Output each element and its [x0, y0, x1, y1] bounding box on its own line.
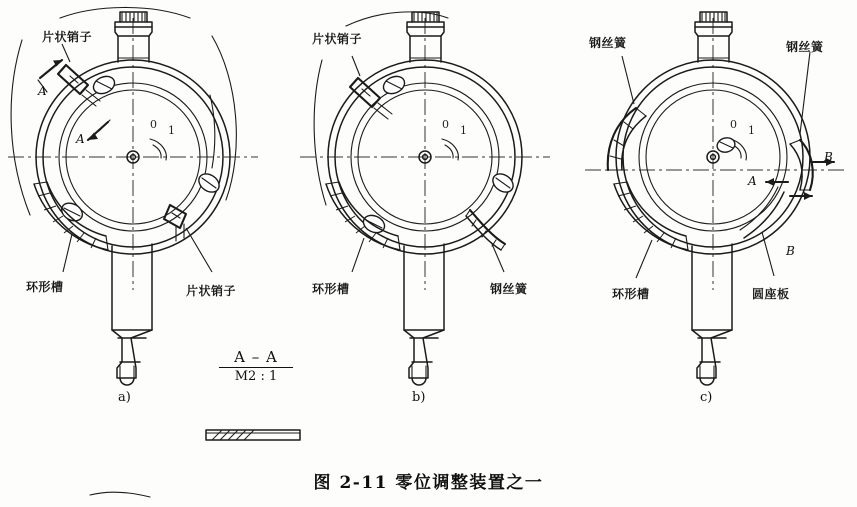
dial-zero-b: 0	[442, 118, 449, 131]
section-mark-a-upper: A	[38, 84, 47, 98]
label-ring-groove-a: 环形槽	[26, 280, 64, 294]
leader-c-ring-groove	[636, 240, 652, 278]
leader-c-spring-right	[800, 52, 810, 134]
section-mark-a-c: A	[748, 174, 757, 188]
wire-spring-c-left	[608, 108, 646, 170]
section-note-bottom: M2 : 1	[234, 369, 278, 384]
dial-one-b: 1	[460, 124, 467, 137]
label-wire-spring-right-c: 钢丝簧	[786, 40, 824, 54]
screw-a3	[58, 200, 85, 225]
label-wire-spring-left-c: 钢丝簧	[589, 36, 627, 50]
label-round-seat-plate-c: 圆座板	[752, 287, 790, 301]
dial-zero-a: 0	[150, 118, 157, 131]
dial-one-c: 1	[748, 124, 755, 137]
panel-c-drawing	[585, 12, 845, 385]
screw-a2	[195, 170, 222, 196]
section-note-top: A – A	[234, 348, 278, 366]
leader-a-pin-top	[62, 44, 70, 62]
panel-letter-b: b)	[412, 390, 426, 405]
leader-c-seat-plate	[762, 232, 774, 276]
section-note	[216, 348, 296, 384]
leader-a-ring-groove	[63, 234, 72, 272]
label-ring-groove-c: 环形槽	[612, 287, 650, 301]
label-wire-spring-b: 钢丝簧	[490, 282, 528, 296]
panel-letter-a: a)	[118, 390, 131, 405]
panel-b-drawing	[300, 12, 550, 385]
leader-a-pin-bottom	[186, 228, 212, 272]
dial-one-a: 1	[168, 124, 175, 137]
screw-c1	[715, 136, 736, 154]
wire-spring-b	[466, 210, 505, 250]
panel-letter-c: c)	[700, 390, 713, 405]
section-detail-strip	[206, 430, 300, 440]
screw-b2	[489, 170, 516, 196]
label-leaf-spring-pin-b: 片状销子	[312, 32, 363, 46]
leader-b-pin	[352, 56, 360, 76]
label-ring-groove-b: 环形槽	[312, 282, 350, 296]
dial-zero-c: 0	[730, 118, 737, 131]
figure-caption: 图 2-11 零位调整装置之一	[313, 473, 544, 493]
leader-c-spring-left	[622, 56, 634, 104]
section-mark-b-upper-c: B	[824, 150, 833, 164]
label-leaf-spring-pin-bottom-a: 片状销子	[186, 284, 237, 298]
label-leaf-spring-pin-top-a: 片状销子	[42, 30, 93, 44]
leader-b-ring-groove	[352, 238, 364, 272]
panel-a-drawing	[8, 7, 300, 497]
section-mark-a-lower: A	[76, 132, 85, 146]
section-mark-b-lower-c: B	[786, 244, 795, 258]
